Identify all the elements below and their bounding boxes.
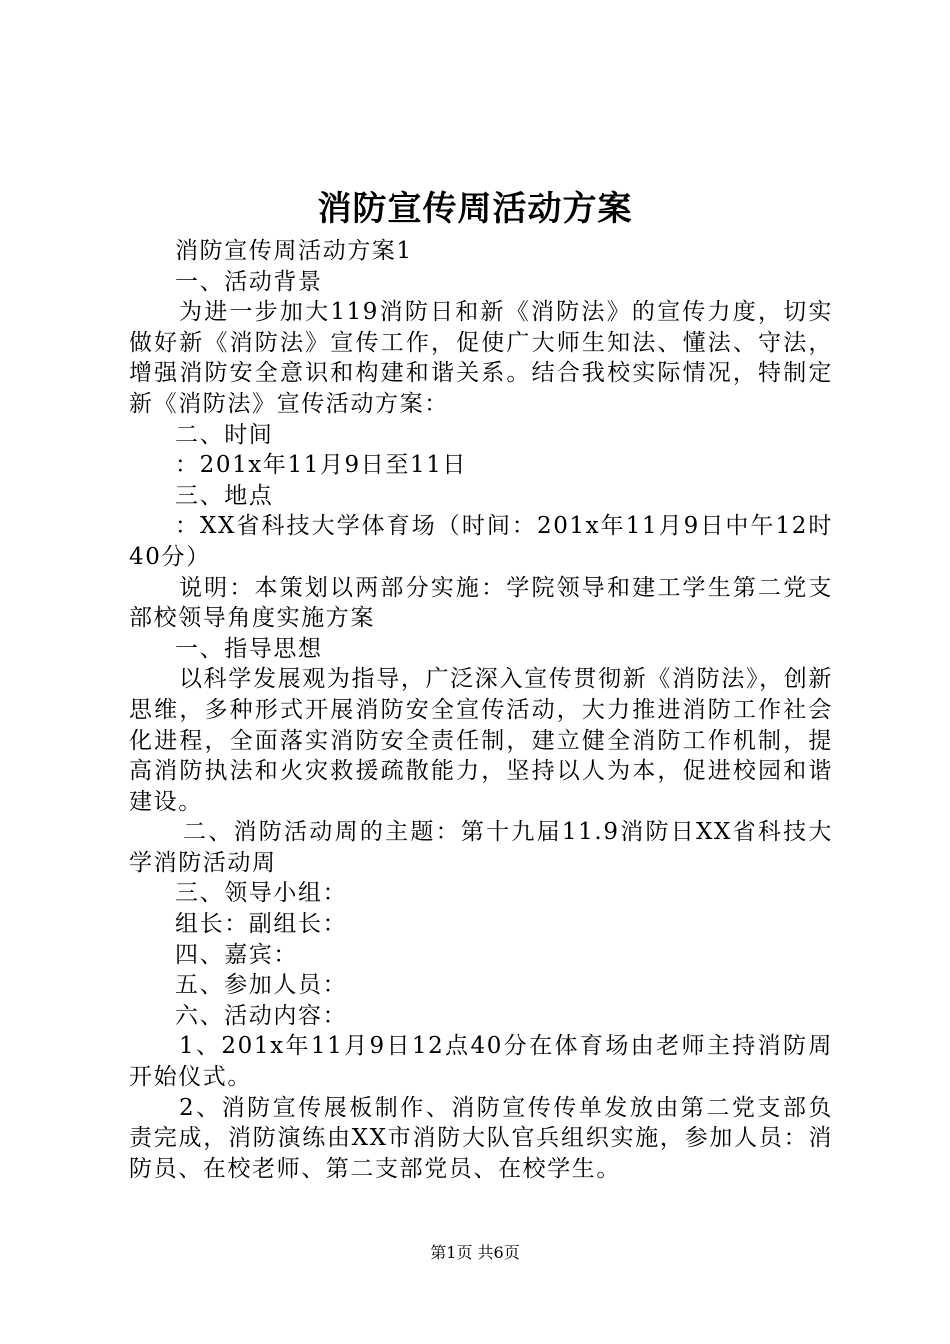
document-title: 消防宣传周活动方案 [317, 189, 633, 229]
document-body [129, 236, 833, 1184]
paragraph-guiding-idea-text: 以科学发展观为指导，广泛深入宣传贯彻新《消防法》，创新思维，多种形式开展消防安全宣传活动，大力推进消防工作社会化进程，全面落实消防安全责任制，建立健全消防工作机制，提高消防执法和火灾救援疏散能力，坚持以人为本，促进校园和谐建设。 [129, 666, 833, 815]
paragraph-explanation: 说明：本策划以两部分实施：学院领导和建工学生第二党支部校领导角度实施方案 [129, 574, 833, 632]
page-footer: 第1页 共6页 [430, 1243, 520, 1262]
paragraph-content-item-2: 2、消防宣传展板制作、消防宣传传单发放由第二党支部负责完成，消防演练由XX市消防大队官兵组织实施，参加人员：消防员、在校老师、第二支部党员、在校学生。 [129, 1094, 833, 1182]
paragraph-section-leadership: 三、领导小组： [175, 880, 348, 907]
paragraph-content-item-1: 1、201x年11月9日12点40分在体育场由老师主持消防周开始仪式。 [129, 1033, 833, 1091]
paragraph-section-content: 六、活动内容： [175, 1002, 348, 1029]
paragraph-time-text: ：201x年11月9日至11日 [175, 452, 468, 479]
paragraph-section-participants: 五、参加人员： [175, 972, 348, 999]
paragraph-section-location: 三、地点 [175, 482, 274, 509]
paragraph-section-guests: 四、嘉宾： [175, 941, 298, 968]
paragraph-section-guiding-idea: 一、指导思想 [175, 635, 323, 662]
paragraph-leaders: 组长：副组长： [175, 911, 348, 938]
paragraph-plan-heading: 消防宣传周活动方案1 [175, 238, 413, 264]
paragraph-background-text: 为进一步加大119消防日和新《消防法》的宣传力度，切实做好新《消防法》宣传工作，促使广大师生知法、懂法、守法，增强消防安全意识和构建和谐关系。结合我校实际情况，特制定新《消防法》宣传活动方案： [129, 299, 833, 417]
paragraph-location-text: ：XX省科技大学体育场（时间：201x年11月9日中午12时40分） [129, 513, 833, 570]
paragraph-theme: 二、消防活动周的主题：第十九届11.9消防日XX省科技大学消防活动周 [129, 819, 833, 876]
paragraph-section-background: 一、活动背景 [175, 268, 323, 295]
paragraph-section-time: 二、时间 [175, 421, 274, 448]
